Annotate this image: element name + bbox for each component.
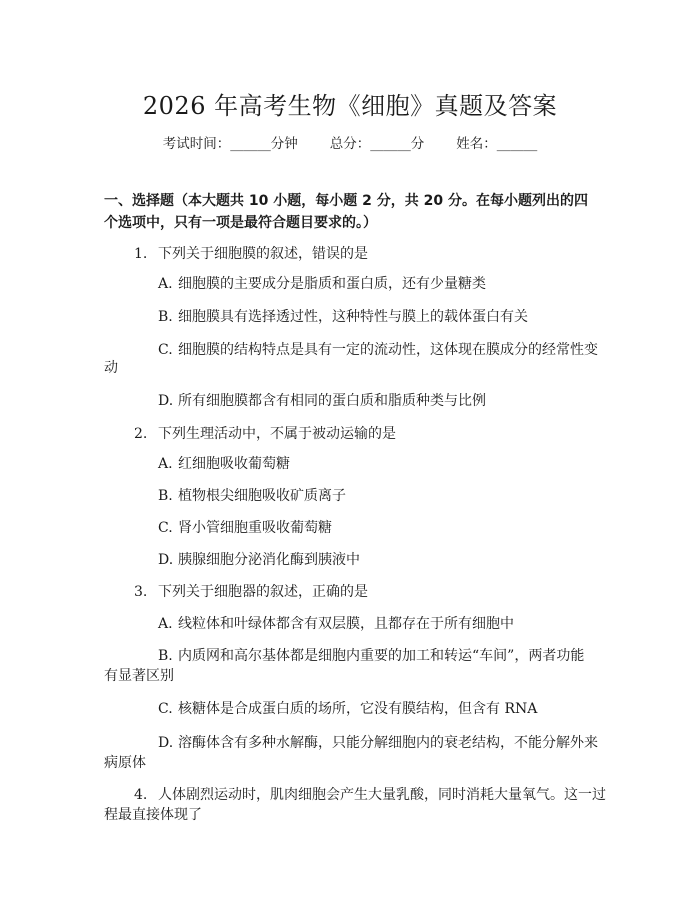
option-letter: A. xyxy=(158,456,173,472)
option-text: 细胞膜的主要成分是脂质和蛋白质，还有少量糖类 xyxy=(178,276,486,292)
option-text: 细胞膜的结构特点是具有一定的流动性，这体现在膜成分的经常性变 xyxy=(178,342,598,358)
option-3c xyxy=(158,699,537,719)
student-name-field: 姓名：______ xyxy=(456,136,538,152)
option-1a xyxy=(158,274,486,294)
option-3b-continued: 有显著区别 xyxy=(104,668,174,684)
option-letter: D. xyxy=(158,393,174,409)
option-text: 线粒体和叶绿体都含有双层膜，且都存在于所有细胞中 xyxy=(178,616,514,632)
option-2c xyxy=(158,518,332,538)
question-number: 2. xyxy=(134,426,148,442)
option-3b xyxy=(158,646,584,666)
option-text: 肾小管细胞重吸收葡萄糖 xyxy=(178,520,332,536)
option-text: 细胞膜具有选择透过性，这种特性与膜上的载体蛋白有关 xyxy=(178,309,528,325)
option-letter: C. xyxy=(158,701,173,717)
section-heading-multiple-choice: 一、选择题（本大题共 10 小题，每小题 2 分，共 20 分。在每小题列出的四个选项中，只有一项是最符合题目要求的。） xyxy=(104,193,588,231)
question-4-continued: 程最直接体现了 xyxy=(104,807,202,823)
question-number: 1. xyxy=(134,246,148,262)
option-3a xyxy=(158,614,514,634)
option-text: 内质网和高尔基体都是细胞内重要的加工和转运“车间”，两者功能 xyxy=(178,648,585,664)
option-letter: A. xyxy=(158,616,173,632)
total-score-field: 总分：______分 xyxy=(329,136,425,152)
question-number: 3. xyxy=(134,584,148,600)
option-text: 红细胞吸收葡萄糖 xyxy=(178,456,290,472)
question-4 xyxy=(134,785,606,805)
exam-meta xyxy=(0,132,700,152)
option-letter: B. xyxy=(158,648,173,664)
exam-title: 2026 年高考生物《细胞》真题及答案 xyxy=(142,92,558,120)
option-1c xyxy=(158,340,598,360)
option-2a xyxy=(158,454,290,474)
option-letter: C. xyxy=(158,342,173,358)
question-2 xyxy=(134,424,396,444)
option-letter: D. xyxy=(158,735,174,751)
option-3d xyxy=(158,733,598,753)
question-stem: 下列关于细胞膜的叙述，错误的是 xyxy=(158,246,368,262)
option-letter: D. xyxy=(158,552,174,568)
option-1d xyxy=(158,391,486,411)
option-text: 胰腺细胞分泌消化酶到胰液中 xyxy=(178,552,360,568)
option-3d-continued: 病原体 xyxy=(104,755,146,771)
question-3 xyxy=(134,582,368,602)
option-letter: A. xyxy=(158,276,173,292)
option-letter: B. xyxy=(158,488,173,504)
option-1b xyxy=(158,307,528,327)
question-number: 4. xyxy=(134,787,148,803)
option-text: 所有细胞膜都含有相同的蛋白质和脂质种类与比例 xyxy=(178,393,486,409)
option-letter: B. xyxy=(158,309,173,325)
option-2b xyxy=(158,486,346,506)
question-stem: 下列关于细胞器的叙述，正确的是 xyxy=(158,584,368,600)
question-1 xyxy=(134,244,368,264)
option-text: 溶酶体含有多种水解酶，只能分解细胞内的衰老结构，不能分解外来 xyxy=(178,735,598,751)
option-text: 核糖体是合成蛋白质的场所，它没有膜结构，但含有 RNA xyxy=(178,701,538,717)
option-1c-continued: 动 xyxy=(104,360,118,376)
exam-time-field: 考试时间：______分钟 xyxy=(162,136,298,152)
question-stem: 人体剧烈运动时，肌肉细胞会产生大量乳酸，同时消耗大量氧气。这一过 xyxy=(158,787,606,803)
option-text: 植物根尖细胞吸收矿质离子 xyxy=(178,488,346,504)
option-2d xyxy=(158,550,360,570)
option-letter: C. xyxy=(158,520,173,536)
question-stem: 下列生理活动中，不属于被动运输的是 xyxy=(158,426,396,442)
